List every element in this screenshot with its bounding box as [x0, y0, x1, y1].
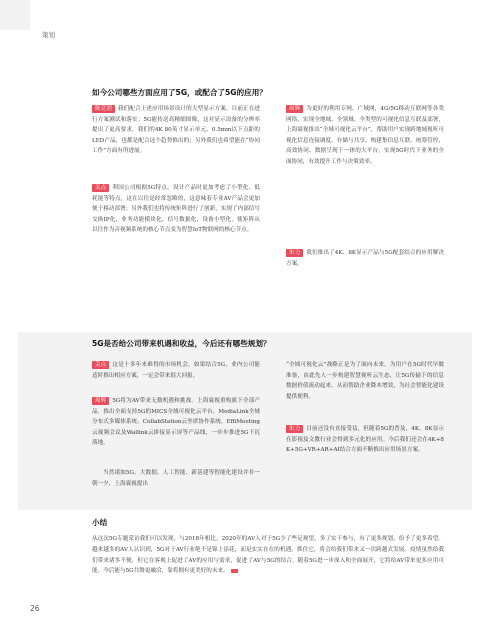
summary-title: 小结: [92, 518, 108, 527]
answer-text: 我们推出了4K、8K显示产品与5G配套结合的应用解决方案。: [286, 250, 444, 267]
answer-text: “全域可视化云”战略正是为了面向未来，为用户在5G时代早做准备，由此先人一步构建智慧视听云生态，让5G传输下的信息数据价值流动起来，从而帮助企业降本增效，为社会智能化建设提供便利。: [286, 362, 444, 400]
answer-text: 5G将为AV带来无数机遇和挑战。上海寰视重构旗下全部产品，推出全面支持5G的MICS全域可视化云平台、MediaLink全域分布式多媒体系统、CollabStation云坐席协作系统、EffiMeeting云视频会议及Wallink云拼接显示屏等产品线，一步步推进5G下沉落地。: [92, 398, 260, 447]
speaker-tag: 关点: [92, 361, 109, 369]
page-number: 26: [30, 604, 40, 613]
answer-text: 利国公司根据5G特点，设计产品时更加考虑了小型化、低耗能等特点，这在以往是经常忽略的，这意味着专业AV产品会更加便于移动部署；另外我们也将传统矩阵进行了创新，实现了内部信号交换IP化，业务功能模块化，信号数据化，设备小型化，使矩阵从以往作为音视频系统的核心节点变为智慧IoT物联网的核心节点。: [92, 185, 260, 234]
answer-text: 目前还没有直接受益，但随着5G的普及，4K、8K显示在影视及文教行业会得到多元化的应用。今后我们还会在4K+8K+5G+VR+AR+AI结合方面不断推出应用场景方案。: [286, 426, 444, 454]
speaker-tag: 朱力: [286, 425, 303, 433]
answer-text: 这是十多年来难得的市场机会，如果结合5G，业内公司能适时推出相应方案，一定会带来很大回报。: [92, 362, 260, 379]
answer-text: 当然诸如5G、大数据、人工智能、新基建等智能化建设并非一朝一夕，上海寰视提出: [92, 470, 260, 487]
end-mark-icon: [231, 569, 238, 573]
speaker-tag: 朱力: [286, 249, 303, 257]
q2-answer-zhu: [286, 424, 444, 456]
q1-answer-chen: [92, 104, 260, 157]
question-2-title: 5G是否给公司带来机遇和收益，今后还有哪些规划？: [92, 339, 271, 348]
speaker-tag: 陈竞润: [92, 105, 115, 113]
q2-answer-zhou-right: [286, 360, 444, 402]
section-label: 策划: [42, 31, 55, 39]
page-corner-decoration: [0, 0, 30, 30]
q1-answer-zhu: [286, 248, 444, 269]
speaker-tag: 关点: [92, 184, 109, 192]
summary-text: 从这次5G专题采访我们可以发现，与2018年相比，2020年的AV人对于5G少了些足观望，多了实干参与，有了更多规划，给予了更多希望。越来越多的AV人认识到，5G对于AV行业绝不是锦上添花，而是实实在在的机遇。抓住它，将会给我们带来又一次跨越式发展。疫情虽然给我们带来诸多不便，但它在客观上促进了AV的应用与需求，促进了AV与5G的结合。随着5G进一步深入和全面展开，它将给AV带来更多应用可能，今后能与5G共舞更融洽，靠将拥有更美好的未来。: [92, 536, 444, 575]
q1-answer-zhou: [286, 104, 444, 168]
answer-text: 为更好的利用专网、广域网，4G/5G移动互联网等各类网络，实现全地域、全领域、全类型的可视化信息互联及部署，上海寰视推出“全域可视化云平台”，帮助用户实现跨地域视听可视化信息连接调度、存储与共享，构建集信息互联、统筹管控、高效协同、数据呈现于一体的大平台，实现5G时代下业务的全面协同，有效提升工作与决策效率。: [286, 106, 444, 165]
question-1-title: 如今公司哪些方面应用了5G，或配合了5G的应用？: [92, 88, 267, 97]
summary-paragraph: [92, 534, 444, 577]
q2-answer-zhou: [92, 396, 260, 449]
q1-answer-guan: [92, 183, 260, 236]
answer-text: 我们配合上述应用场景设计的大型显示方案，目前正在进行方案测试和落实；5G能传送高精细图像，这对显示设备的分辨率提出了更高要求，我们的4K 80英寸显示单元、0.5mm以下点距的LED产品，也都是配合这个趋势推出的；另外我们也希望能在“协同工作”方面有所进展。: [92, 106, 260, 155]
q2-answer-guan: [92, 360, 260, 381]
q2-answer-zhou-continued: [92, 468, 260, 489]
speaker-tag: 周辉: [286, 105, 303, 113]
speaker-tag: 周辉: [92, 397, 109, 405]
